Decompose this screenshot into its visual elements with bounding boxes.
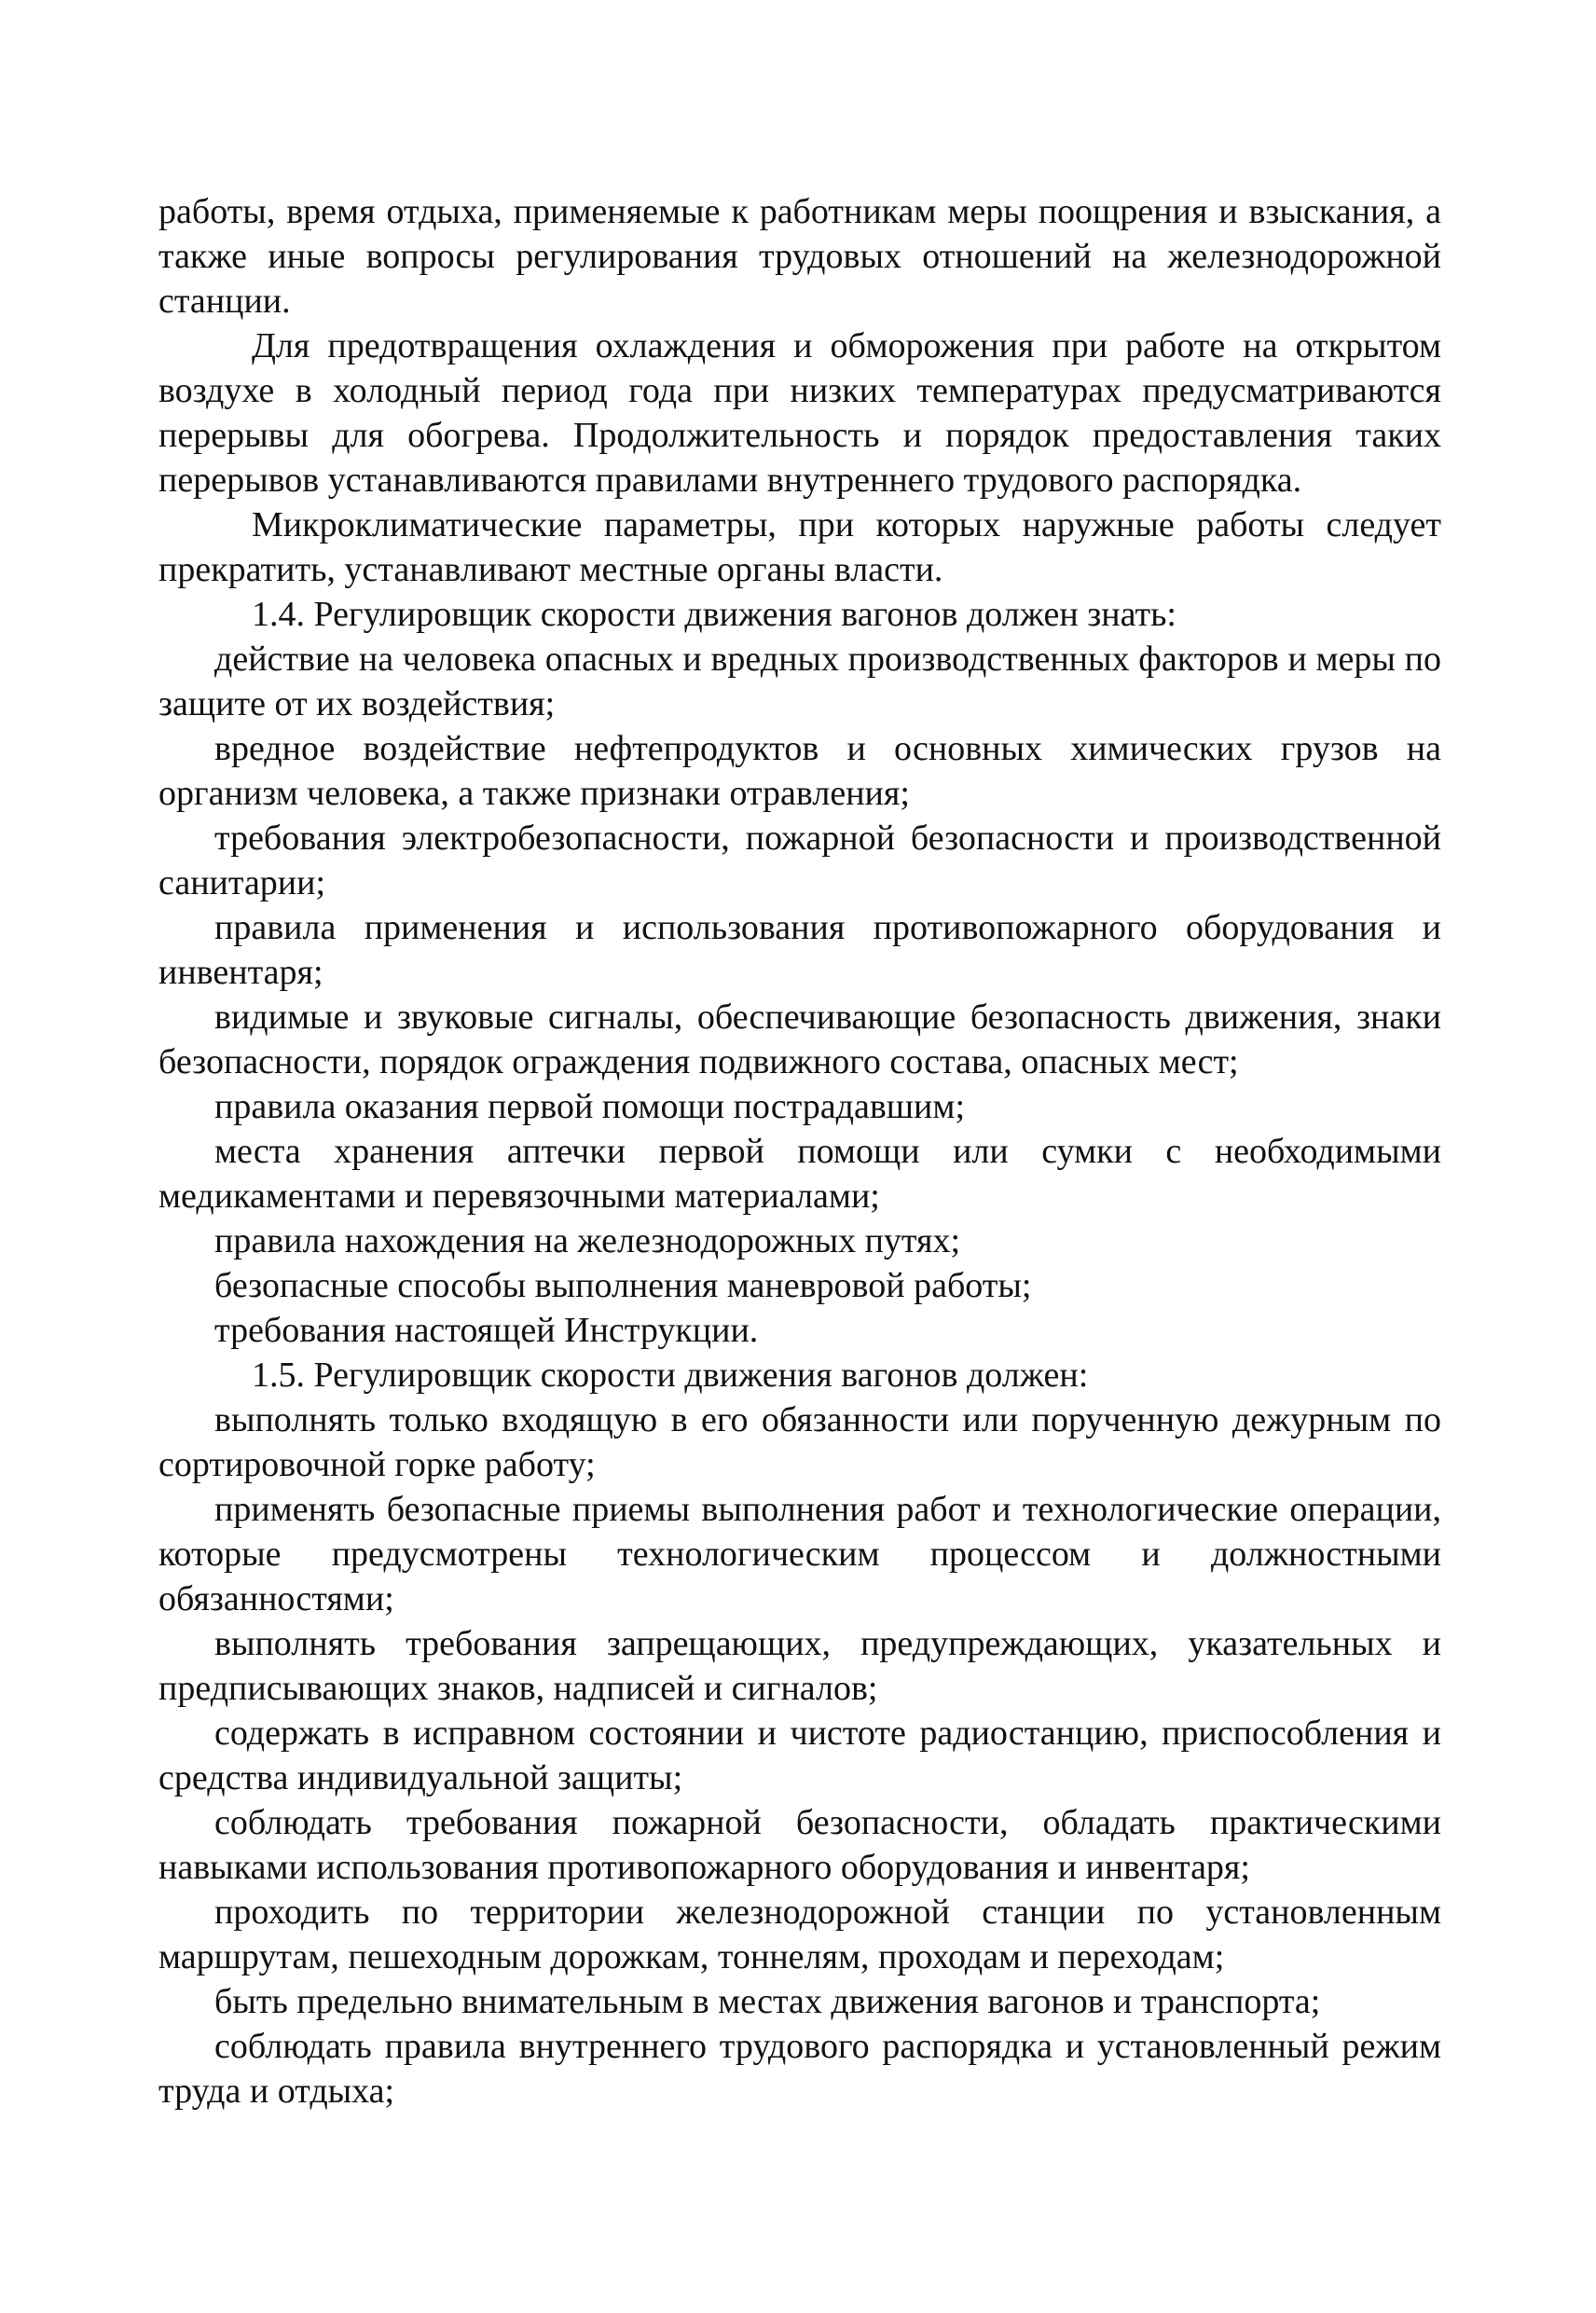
list-item: вредное воздействие нефтепродуктов и основных химических грузов на организм человека, а также признаки отравления; [158, 729, 1441, 813]
list-item: применять безопасные приемы выполнения работ и технологические операции, которые предусмотрены технологическим процессом и должностными обязанностями; [158, 1490, 1441, 1618]
list-item: правила нахождения на железнодорожных путях; [214, 1221, 961, 1260]
paragraph-heating-breaks: Для предотвращения охлаждения и обморожения при работе на открытом воздухе в холодный период года при низких температурах предусматриваются перерывы для обогрева. Продолжительность и порядок предоставления таких перерывов устанавливаются правилами внутреннего трудового распорядка. [158, 326, 1441, 500]
list-item: быть предельно внимательным в местах движения вагонов и транспорта; [214, 1982, 1321, 2021]
list-item: соблюдать требования пожарной безопасности, обладать практическими навыками использования противопожарного оборудования и инвентаря; [158, 1803, 1441, 1887]
list-item: безопасные способы выполнения маневровой работы; [214, 1266, 1032, 1305]
document-page [158, 189, 1441, 2113]
list-item: правила применения и использования противопожарного оборудования и инвентаря; [158, 908, 1441, 992]
list-item: проходить по территории железнодорожной станции по установленным маршрутам, пешеходным дорожкам, тоннелям, проходам и переходам; [158, 1893, 1441, 1976]
list-item: действие на человека опасных и вредных производственных факторов и меры по защите от их воздействия; [158, 640, 1441, 723]
paragraph-microclimate: Микроклиматические параметры, при которых наружные работы следует прекратить, устанавливают местные органы власти. [158, 505, 1441, 589]
list-item: выполнять требования запрещающих, предупреждающих, указательных и предписывающих знаков, надписей и сигналов; [158, 1624, 1441, 1708]
list-item: места хранения аптечки первой помощи или сумки с необходимыми медикаментами и перевязочными материалами; [158, 1132, 1441, 1216]
list-item: требования электробезопасности, пожарной безопасности и производственной санитарии; [158, 819, 1441, 902]
list-item: требования настоящей Инструкции. [214, 1311, 759, 1350]
section-heading-1-4: 1.4. Регулировщик скорости движения вагонов должен знать: [252, 595, 1176, 634]
paragraph-work-rest: работы, время отдыха, применяемые к работникам меры поощрения и взыскания, а также иные вопросы регулирования трудовых отношений на железнодорожной станции. [158, 192, 1441, 321]
list-item: соблюдать правила внутреннего трудового распорядка и установленный режим труда и отдыха; [158, 2027, 1441, 2111]
list-item: выполнять только входящую в его обязанности или порученную дежурным по сортировочной горке работу; [158, 1400, 1441, 1484]
list-item: видимые и звуковые сигналы, обеспечивающие безопасность движения, знаки безопасности, порядок ограждения подвижного состава, опасных мест; [158, 998, 1441, 1081]
list-item: содержать в исправном состоянии и чистоте радиостанцию, приспособления и средства индивидуальной защиты; [158, 1714, 1441, 1797]
section-heading-1-5: 1.5. Регулировщик скорости движения вагонов должен: [252, 1356, 1089, 1395]
list-item: правила оказания первой помощи пострадавшим; [214, 1087, 965, 1126]
